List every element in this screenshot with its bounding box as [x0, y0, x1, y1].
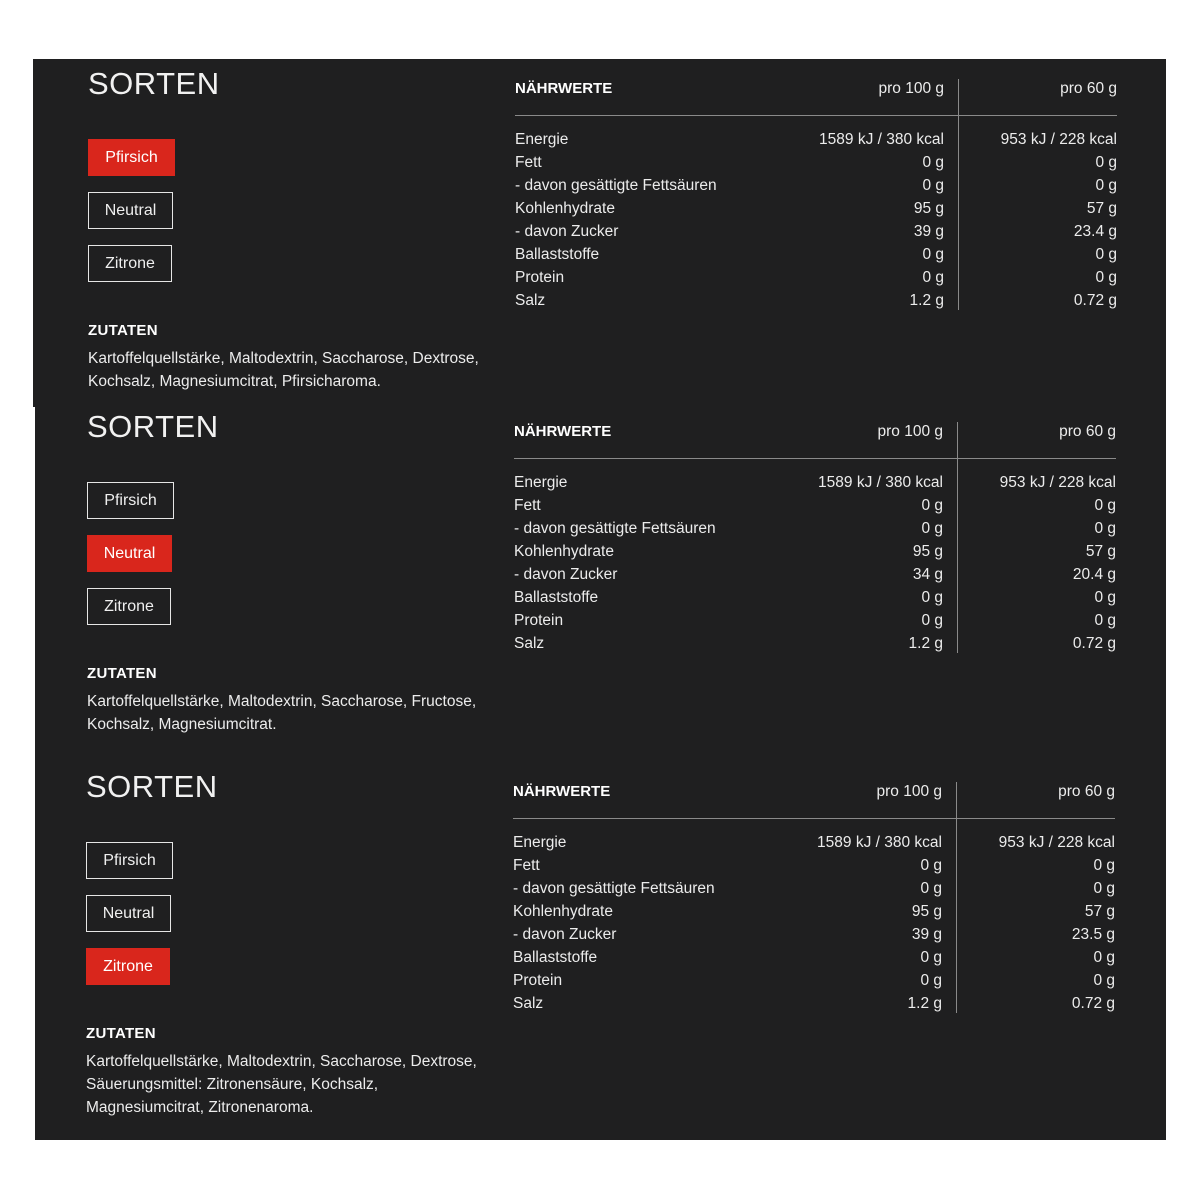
- nutrient-label: Energie: [514, 474, 568, 491]
- value-per-100g: 0 g: [920, 857, 942, 874]
- value-per-60g: 0 g: [1093, 880, 1115, 897]
- nutrient-label: Kohlenhydrate: [515, 200, 615, 217]
- nutrient-label: Protein: [513, 972, 563, 989]
- nutrient-label: Fett: [513, 857, 540, 874]
- sorten-title: SORTEN: [88, 66, 220, 101]
- value-per-60g: 0 g: [1095, 246, 1117, 263]
- table-row: [515, 220, 944, 243]
- sorten-title: SORTEN: [86, 769, 218, 804]
- naehrwerte-heading: NÄHRWERTE: [515, 80, 613, 97]
- table-row: [513, 900, 942, 923]
- value-per-100g: 95 g: [913, 200, 944, 217]
- value-per-100g: 1.2 g: [908, 635, 943, 652]
- flavor-button-label: Pfirsich: [103, 851, 156, 869]
- value-per-100g: 0 g: [921, 612, 943, 629]
- table-row: [515, 197, 944, 220]
- value-per-100g: 0 g: [920, 972, 942, 989]
- zutaten-line: Magnesiumcitrat, Zitronenaroma.: [86, 1099, 314, 1116]
- flavor-button-label: Zitrone: [105, 254, 155, 272]
- value-per-100g: 0 g: [921, 520, 943, 537]
- value-per-100g: 95 g: [911, 903, 942, 920]
- table-row: [515, 128, 944, 151]
- nutrient-label: Energie: [513, 834, 567, 851]
- table-row: [513, 969, 942, 992]
- value-per-60g: 57 g: [1085, 543, 1116, 560]
- zutaten-text: [88, 347, 508, 393]
- value-per-100g: 39 g: [911, 926, 942, 943]
- nutrient-label: Kohlenhydrate: [513, 903, 613, 920]
- column-header-pro-100g: pro 100 g: [877, 423, 943, 440]
- value-per-60g: 0 g: [1094, 612, 1116, 629]
- naehrwerte-heading: NÄHRWERTE: [513, 783, 611, 800]
- flavor-button-label: Neutral: [104, 201, 157, 219]
- nutrient-label: Salz: [514, 635, 545, 652]
- value-per-100g: 0 g: [921, 589, 943, 606]
- table-header-divider: [515, 115, 1117, 116]
- value-per-100g: 34 g: [912, 566, 943, 583]
- sorten-title: SORTEN: [87, 409, 219, 444]
- table-row: [514, 563, 943, 586]
- table-row: [515, 174, 944, 197]
- table-row: [513, 854, 942, 877]
- value-per-60g: 0 g: [1093, 857, 1115, 874]
- value-per-60g: 0 g: [1093, 949, 1115, 966]
- flavor-button-label: Neutral: [102, 904, 155, 922]
- value-per-60g: 0.72 g: [1072, 635, 1116, 652]
- value-per-60g: 0 g: [1094, 520, 1116, 537]
- zutaten-line: Kartoffelquellstärke, Maltodextrin, Saccharose, Dextrose,: [86, 1053, 477, 1070]
- nutrient-label: - davon gesättigte Fettsäuren: [513, 880, 715, 897]
- value-per-60g: 0.72 g: [1071, 995, 1115, 1012]
- value-per-60g: 20.4 g: [1072, 566, 1116, 583]
- value-per-100g: 0 g: [921, 497, 943, 514]
- value-per-60g: 0 g: [1095, 269, 1117, 286]
- value-per-100g: 0 g: [922, 246, 944, 263]
- flavor-button-neutral[interactable]: [88, 192, 173, 229]
- nutrient-label: Protein: [515, 269, 565, 286]
- value-per-60g: 0 g: [1095, 154, 1117, 171]
- value-per-100g: 95 g: [912, 543, 943, 560]
- value-per-60g: 953 kJ / 228 kcal: [998, 834, 1115, 851]
- value-per-60g: 23.4 g: [1073, 223, 1117, 240]
- zutaten-line: Säuerungsmittel: Zitronensäure, Kochsalz,: [86, 1076, 379, 1093]
- column-header-pro-60g: pro 60 g: [1060, 80, 1117, 97]
- value-per-100g: 0 g: [922, 177, 944, 194]
- nutrient-label: - davon Zucker: [515, 223, 619, 240]
- flavor-button-neutral[interactable]: [87, 535, 172, 572]
- nutrient-label: Ballaststoffe: [514, 589, 599, 606]
- value-per-100g: 0 g: [920, 949, 942, 966]
- value-per-60g: 953 kJ / 228 kcal: [999, 474, 1116, 491]
- naehrwerte-heading: NÄHRWERTE: [514, 423, 612, 440]
- value-per-100g: 1589 kJ / 380 kcal: [818, 474, 943, 491]
- nutrient-label: Energie: [515, 131, 569, 148]
- table-header-divider: [514, 458, 1116, 459]
- nutrient-label: - davon Zucker: [513, 926, 617, 943]
- table-row: [514, 471, 943, 494]
- value-per-60g: 57 g: [1086, 200, 1117, 217]
- nutrient-label: - davon gesättigte Fettsäuren: [515, 177, 717, 194]
- nutrient-label: Kohlenhydrate: [514, 543, 614, 560]
- flavor-button-label: Pfirsich: [105, 148, 158, 166]
- table-row: [513, 946, 942, 969]
- column-header-pro-100g: pro 100 g: [876, 783, 942, 800]
- value-per-60g: 0 g: [1095, 177, 1117, 194]
- flavor-button-label: Zitrone: [104, 597, 154, 615]
- value-per-100g: 1589 kJ / 380 kcal: [819, 131, 944, 148]
- table-row: [514, 517, 943, 540]
- flavor-button-zitrone[interactable]: [86, 948, 170, 985]
- nutrient-label: - davon gesättigte Fettsäuren: [514, 520, 716, 537]
- value-per-60g: 0.72 g: [1073, 292, 1117, 309]
- column-header-pro-100g: pro 100 g: [878, 80, 944, 97]
- table-row: [513, 923, 942, 946]
- flavor-button-zitrone[interactable]: [87, 588, 171, 625]
- value-per-100g: 0 g: [920, 880, 942, 897]
- zutaten-line: Kartoffelquellstärke, Maltodextrin, Saccharose, Fructose,: [87, 693, 477, 710]
- table-row: [514, 540, 943, 563]
- nutrient-label: Fett: [515, 154, 542, 171]
- value-per-60g: 0 g: [1094, 497, 1116, 514]
- value-per-60g: 23.5 g: [1071, 926, 1115, 943]
- table-row: [515, 151, 944, 174]
- table-row: [513, 831, 942, 854]
- flavor-button-pfirsich[interactable]: [87, 482, 174, 519]
- zutaten-heading: ZUTATEN: [86, 1025, 156, 1042]
- table-row: [513, 877, 942, 900]
- nutrient-label: - davon Zucker: [514, 566, 618, 583]
- value-per-100g: 1589 kJ / 380 kcal: [817, 834, 942, 851]
- value-per-60g: 953 kJ / 228 kcal: [1000, 131, 1117, 148]
- nutrient-label: Salz: [513, 995, 544, 1012]
- value-per-60g: 0 g: [1094, 589, 1116, 606]
- nutrient-label: Fett: [514, 497, 541, 514]
- table-column-divider: [957, 422, 958, 653]
- table-row: [515, 243, 944, 266]
- zutaten-text: [87, 690, 507, 736]
- value-per-100g: 1.2 g: [907, 995, 942, 1012]
- nutrient-label: Ballaststoffe: [515, 246, 600, 263]
- table-row: [514, 586, 943, 609]
- nutrient-label: Salz: [515, 292, 546, 309]
- table-column-divider: [958, 79, 959, 310]
- flavor-button-neutral[interactable]: [86, 895, 171, 932]
- table-row: [515, 289, 944, 312]
- table-row: [514, 494, 943, 517]
- flavor-button-pfirsich[interactable]: [88, 139, 175, 176]
- value-per-100g: 0 g: [922, 154, 944, 171]
- flavor-button-label: Zitrone: [103, 957, 153, 975]
- zutaten-line: Kochsalz, Magnesiumcitrat, Pfirsicharoma.: [88, 373, 381, 390]
- value-per-100g: 39 g: [913, 223, 944, 240]
- column-header-pro-60g: pro 60 g: [1058, 783, 1115, 800]
- value-per-100g: 1.2 g: [909, 292, 944, 309]
- zutaten-heading: ZUTATEN: [87, 665, 157, 682]
- value-per-60g: 57 g: [1084, 903, 1115, 920]
- flavor-button-pfirsich[interactable]: [86, 842, 173, 879]
- table-row: [515, 266, 944, 289]
- nutrient-label: Protein: [514, 612, 564, 629]
- table-row: [514, 609, 943, 632]
- table-row: [514, 632, 943, 655]
- zutaten-heading: ZUTATEN: [88, 322, 158, 339]
- flavor-button-label: Neutral: [103, 544, 156, 562]
- flavor-button-zitrone[interactable]: [88, 245, 172, 282]
- table-column-divider: [956, 782, 957, 1013]
- flavor-button-label: Pfirsich: [104, 491, 157, 509]
- value-per-60g: 0 g: [1093, 972, 1115, 989]
- nutrient-label: Ballaststoffe: [513, 949, 598, 966]
- zutaten-line: Kartoffelquellstärke, Maltodextrin, Saccharose, Dextrose,: [88, 350, 479, 367]
- zutaten-text: [86, 1050, 506, 1119]
- table-row: [513, 992, 942, 1015]
- table-header-divider: [513, 818, 1115, 819]
- column-header-pro-60g: pro 60 g: [1059, 423, 1116, 440]
- value-per-100g: 0 g: [922, 269, 944, 286]
- zutaten-line: Kochsalz, Magnesiumcitrat.: [87, 716, 277, 733]
